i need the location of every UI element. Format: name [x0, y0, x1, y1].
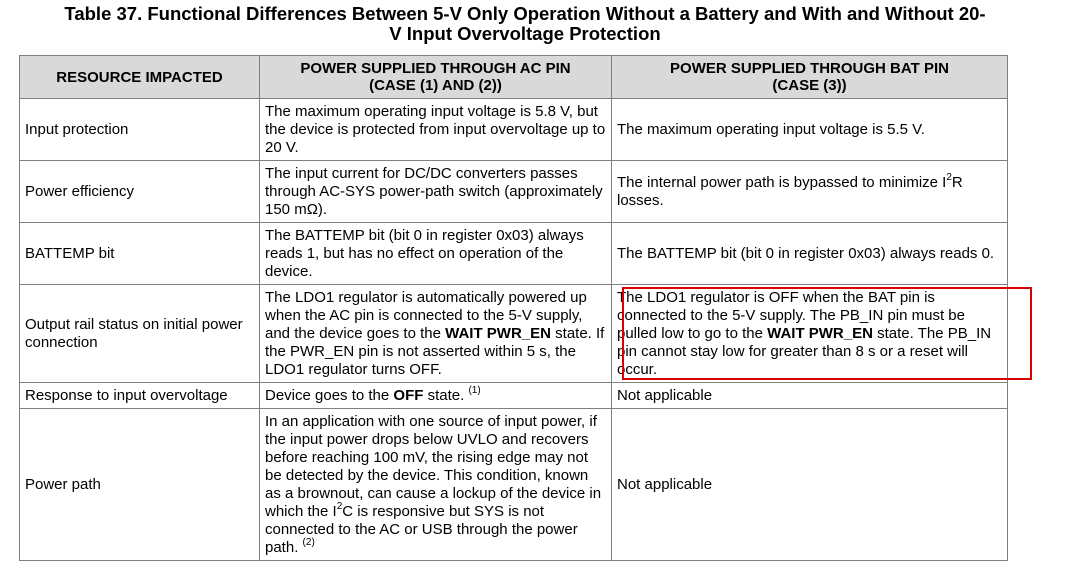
- table-row: [20, 409, 1008, 561]
- ac-text: state.: [423, 386, 465, 404]
- ac-text: C is responsive but SYS is not connected to the AC or USB through the power path.: [265, 502, 578, 556]
- header-resource: [20, 56, 260, 99]
- table-row: [20, 223, 1008, 285]
- bat-cell: The maximum operating input voltage is 5.5 V.: [612, 99, 1008, 161]
- ac-text: Device goes to the: [265, 386, 394, 404]
- functional-differences-table: [19, 55, 1008, 561]
- ac-text: state. If the PWR_EN pin is not asserted within 5 s, the LDO1 regulator turns OFF.: [265, 324, 605, 378]
- ac-cell: [260, 285, 612, 383]
- resource-cell: Input protection: [20, 99, 260, 161]
- ac-cell: The BATTEMP bit (bit 0 in register 0x03) always reads 1, but has no effect on operation of the device.: [260, 223, 612, 285]
- table-row: [20, 161, 1008, 223]
- ac-cell: The input current for DC/DC converters passes through AC-SYS power-path switch (approximately 150 mΩ).: [260, 161, 612, 223]
- bat-cell: Not applicable: [612, 383, 1008, 409]
- table-row: [20, 99, 1008, 161]
- bat-cell: Not applicable: [612, 409, 1008, 561]
- bat-cell: [612, 285, 1008, 383]
- header-bat-line-2: (CASE (3)): [772, 77, 847, 94]
- table-row: [20, 285, 1008, 383]
- header-ac-line-2: (CASE (1) AND (2)): [369, 77, 502, 94]
- table-caption: [0, 4, 1050, 44]
- footnote-ref: (1): [468, 384, 481, 396]
- resource-cell: Output rail status on initial power connection: [20, 285, 260, 383]
- ac-cell: [260, 409, 612, 561]
- header-resource-label: RESOURCE IMPACTED: [56, 68, 223, 86]
- header-bat-line-1: POWER SUPPLIED THROUGH BAT PIN: [670, 60, 949, 77]
- bat-text: state. The PB_IN pin cannot stay low for greater than 8 s or a reset will occur.: [617, 324, 992, 378]
- header-ac-line-1: POWER SUPPLIED THROUGH AC PIN: [300, 60, 571, 77]
- resource-cell: BATTEMP bit: [20, 223, 260, 285]
- superscript: 2: [336, 500, 343, 512]
- table-header-row: [20, 56, 1008, 99]
- ac-text: In an application with one source of input power, if the input power drops below UVLO and recovers before reaching 100 mV, the rising edge may not be detected by the device. This condition, known as a brownout, can cause a lockup of the device in which the I: [265, 412, 602, 520]
- header-bat-pin: [612, 56, 1008, 99]
- resource-cell: Power path: [20, 409, 260, 561]
- header-ac-pin: [260, 56, 612, 99]
- bat-text: R losses.: [617, 173, 963, 209]
- resource-cell: Response to input overvoltage: [20, 383, 260, 409]
- footnote-ref: (2): [302, 536, 315, 548]
- state-keyword: WAIT PWR_EN: [767, 324, 873, 342]
- ac-text: The LDO1 regulator is automatically powered up when the AC pin is connected to the 5-V supply, and the device goes to the: [265, 288, 587, 342]
- state-keyword: OFF: [393, 386, 424, 404]
- state-keyword: WAIT PWR_EN: [445, 324, 551, 342]
- bat-text: The internal power path is bypassed to minimize I: [617, 173, 947, 191]
- bat-text: The LDO1 regulator is OFF when the BAT pin is connected to the 5-V supply. The PB_IN pin must be pulled low to go to the: [617, 288, 965, 342]
- ac-cell: The maximum operating input voltage is 5.8 V, but the device is protected from input overvoltage up to 20 V.: [260, 99, 612, 161]
- bat-cell: The BATTEMP bit (bit 0 in register 0x03) always reads 0.: [612, 223, 1008, 285]
- bat-cell: [612, 161, 1008, 223]
- table-row: [20, 383, 1008, 409]
- caption-line-1: Table 37. Functional Differences Between 5-V Only Operation Without a Battery and With and Without 20-: [64, 3, 986, 24]
- ac-cell: [260, 383, 612, 409]
- superscript: 2: [946, 171, 952, 183]
- caption-line-2: V Input Overvoltage Protection: [389, 23, 661, 44]
- resource-cell: Power efficiency: [20, 161, 260, 223]
